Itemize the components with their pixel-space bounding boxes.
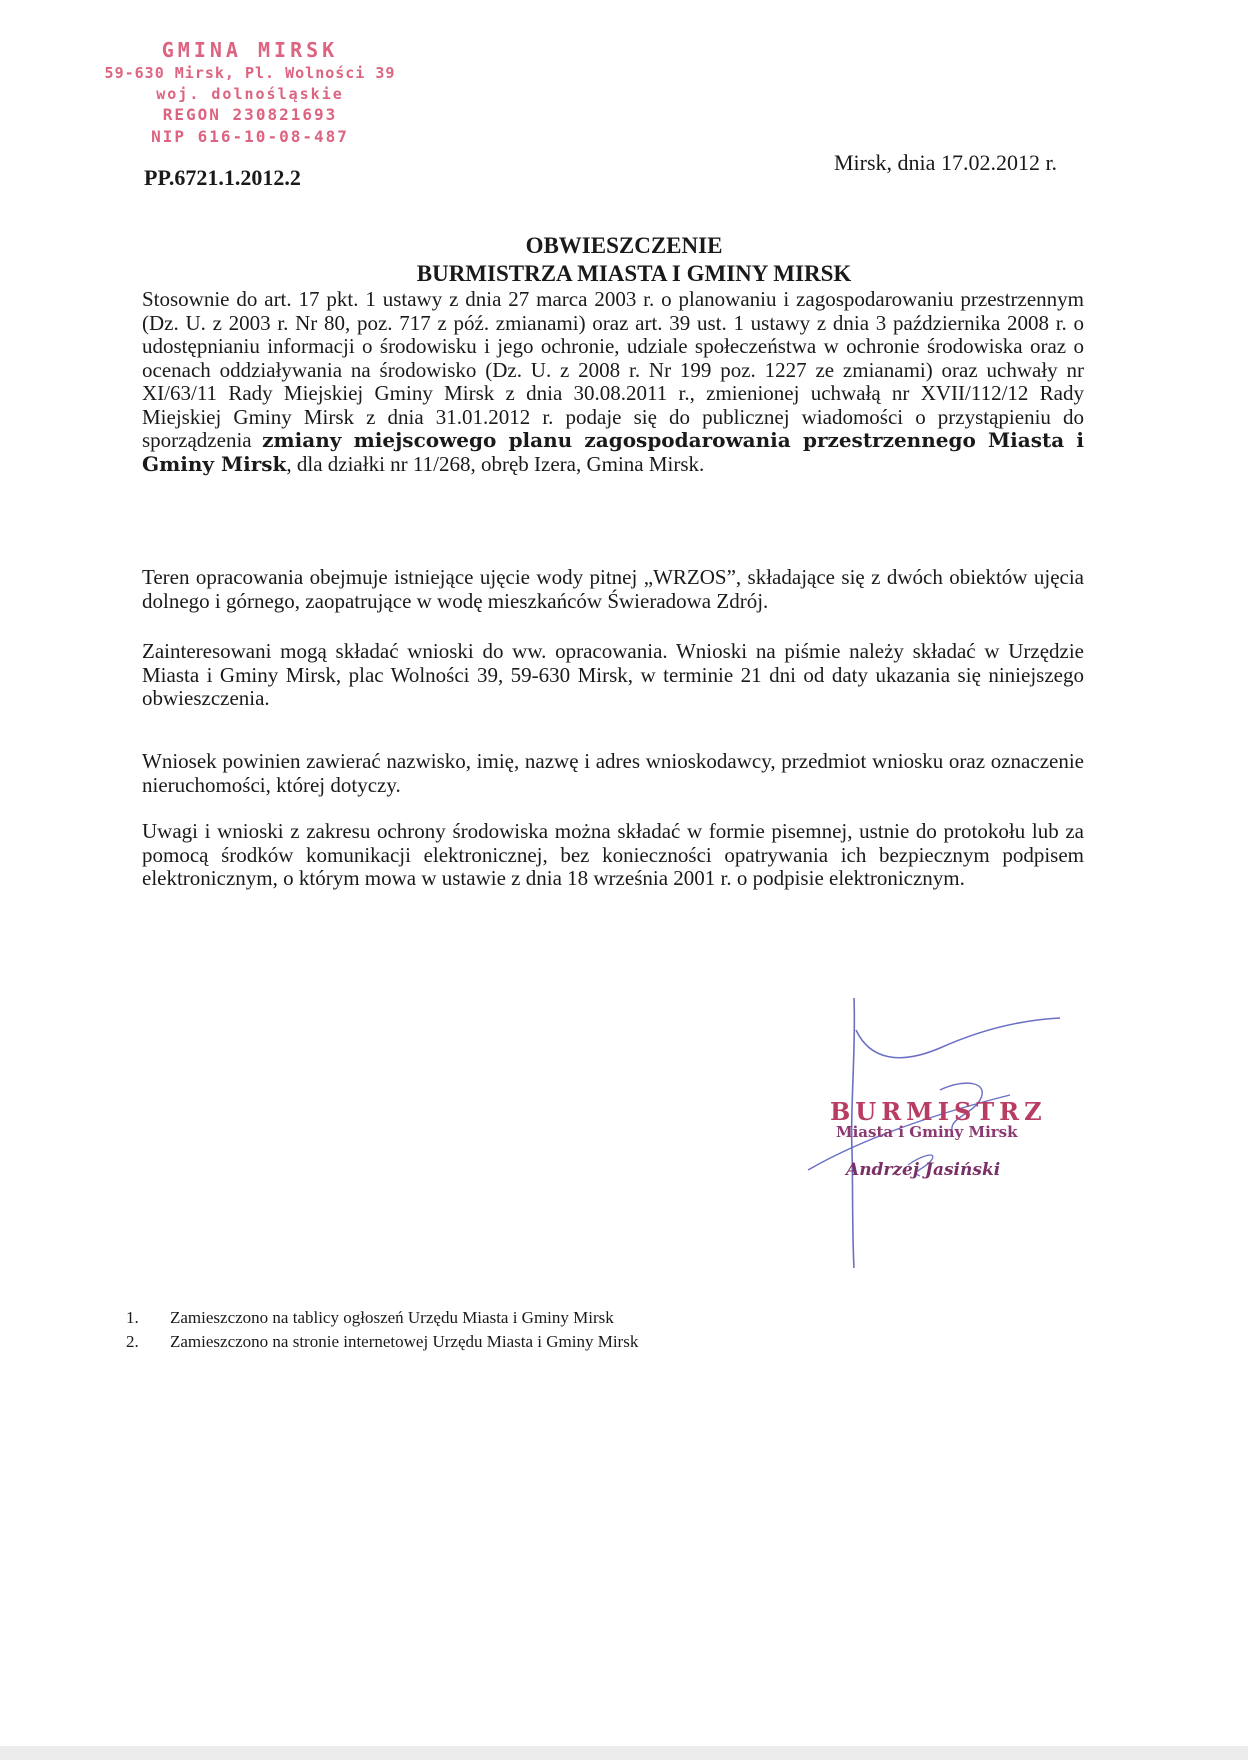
distribution-note: [126, 1306, 638, 1330]
plan-change-name: zmiany miejscowego planu zagospodarowania przestrzennego Miasta i Gminy Mirsk: [142, 428, 1085, 476]
stamp-line-address: 59-630 Mirsk, Pl. Wolności 39: [104, 64, 396, 82]
document-reference: PP.6721.1.2012.2: [144, 165, 301, 190]
parcel-info: , dla działki nr 11/268, obręb Izera, Gmina Mirsk.: [286, 451, 705, 476]
paragraph-applications: Zainteresowani mogą składać wnioski do ww. opracowania. Wnioski na piśmie należy składać w Urzędzie Miasta i Gminy Mirsk, plac Wolności 39, 59-630 Mirsk, w terminie 21 dni od daty ukazania się niniejszego obwieszczenia.: [142, 639, 1084, 710]
distribution-note: [126, 1330, 638, 1354]
municipality-stamp: [100, 38, 400, 148]
distribution-note-text: Zamieszczono na stronie internetowej Urzędu Miasta i Gminy Mirsk: [170, 1332, 639, 1351]
document-subtitle: BURMISTRZA MIASTA I GMINY MIRSK: [416, 261, 852, 286]
document-title: OBWIESZCZENIE: [525, 233, 723, 258]
distribution-note-number: 1.: [126, 1308, 139, 1327]
stamp-line-name: GMINA MIRSK: [161, 38, 339, 62]
paragraph-application-content: Wniosek powinien zawierać nazwisko, imię, nazwę i adres wnioskodawcy, przedmiot wniosku oraz oznaczenie nieruchomości, której dotyczy.: [142, 749, 1084, 797]
distribution-note-number: 2.: [126, 1332, 139, 1351]
paragraph-environment-remarks: Uwagi i wnioski z zakresu ochrony środowiska można składać w formie pisemnej, ustnie do protokołu lub za pomocą środków komunikacji elektronicznej, bez konieczności opatrywania ich bezpiecznym podpisem elektronicznym, o którym mowa w ustawie z dnia 18 września 2001 r. o podpisie elektronicznym.: [142, 819, 1084, 890]
signature-stamp-name: Andrzej Jasiński: [846, 1160, 1001, 1180]
paragraph-area: Teren opracowania obejmuje istniejące ujęcie wody pitnej „WRZOS”, składające się z dwóch obiektów ujęcia dolnego i górnego, zaopatrujące w wodę mieszkańców Świeradowa Zdrój.: [142, 565, 1084, 613]
signature-stamp-office: Miasta i Gminy Mirsk: [836, 1123, 1018, 1141]
document-date: Mirsk, dnia 17.02.2012 r.: [834, 150, 1058, 175]
distribution-note-text: Zamieszczono na tablicy ogłoszeń Urzędu Miasta i Gminy Mirsk: [170, 1308, 614, 1327]
stamp-line-voivodeship: woj. dolnośląskie: [156, 85, 344, 103]
stamp-line-nip: NIP 616-10-08-487: [151, 127, 349, 146]
scan-edge: [0, 1746, 1248, 1760]
paragraph-legal-basis-text: Stosownie do art. 17 pkt. 1 ustawy z dnia 27 marca 2003 r. o planowaniu i zagospodarowaniu przestrzennym (Dz. U. z 2003 r. Nr 80, poz. 717 z póź. zmianami) oraz art. 39 ust. 1 ustawy z dnia 3 października 2008 r. o udostępnianiu informacji o środowisku i jego ochronie, udziale społeczeństwa w ochronie środowiska oraz o ocenach oddziaływania na środowisko (Dz. U. z 2008 r. Nr 199 poz. 1227 ze zmianami) oraz uchwały nr XI/63/11 Rady Miejskiej Gminy Mirsk z dnia 30.08.2011 r., zmienionej uchwałą nr XVII/112/12 Rady Miejskiej Gminy Mirsk z dnia 31.01.2012 r. podaje się do publicznej wiadomości o przystąpieniu do sporządzenia: [142, 287, 1084, 452]
stamp-line-regon: REGON 230821693: [162, 105, 338, 124]
signature-stamp-title: BURMISTRZ: [830, 1097, 1047, 1126]
distribution-notes: [126, 1306, 638, 1354]
paragraph-legal-basis: [142, 288, 1084, 476]
